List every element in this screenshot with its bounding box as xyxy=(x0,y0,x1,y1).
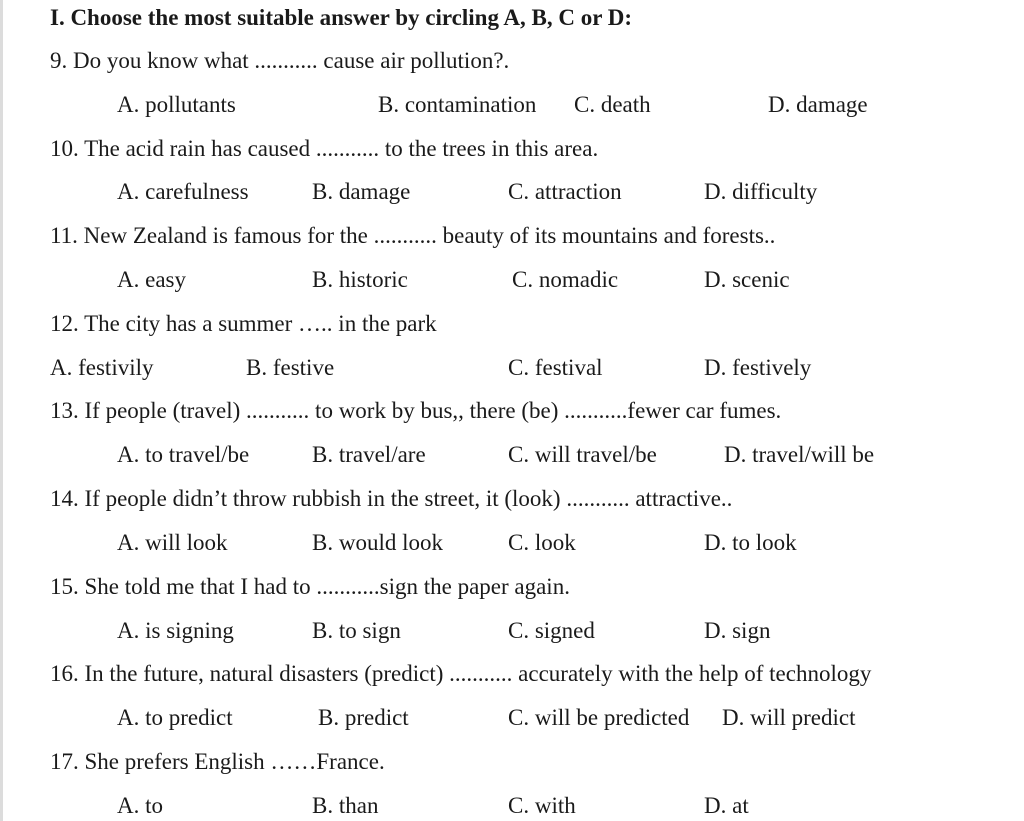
q13-option-d[interactable]: D. travel/will be xyxy=(724,442,875,467)
q15-option-d[interactable]: D. sign xyxy=(704,618,771,643)
q17-option-d[interactable]: D. at xyxy=(704,793,749,818)
q13-option-c[interactable]: C. will travel/be xyxy=(508,442,657,467)
question-9: 9. Do you know what ........... cause air pollution?. xyxy=(50,48,510,73)
question-10: 10. The acid rain has caused ........... to the trees in this area. xyxy=(50,136,599,161)
q10-option-b[interactable]: B. damage xyxy=(312,179,411,204)
question-11: 11. New Zealand is famous for the ........... beauty of its mountains and forests.. xyxy=(50,223,776,248)
q13-option-a[interactable]: A. to travel/be xyxy=(117,442,250,467)
q9-option-d[interactable]: D. damage xyxy=(768,92,868,117)
q15-option-c[interactable]: C. signed xyxy=(508,618,595,643)
question-13: 13. If people (travel) ........... to work by bus,, there (be) ...........fewer car fumes. xyxy=(50,398,782,423)
q11-option-a[interactable]: A. easy xyxy=(117,267,186,292)
q16-option-b[interactable]: B. predict xyxy=(318,705,409,730)
q14-option-d[interactable]: D. to look xyxy=(704,530,797,555)
q11-option-b[interactable]: B. historic xyxy=(312,267,408,292)
question-12: 12. The city has a summer ….. in the park xyxy=(50,311,437,336)
q13-option-b[interactable]: B. travel/are xyxy=(312,442,426,467)
q9-option-a[interactable]: A. pollutants xyxy=(117,92,236,117)
q10-option-a[interactable]: A. carefulness xyxy=(117,179,249,204)
question-16: 16. In the future, natural disasters (predict) ........... accurately with the help of technology xyxy=(50,661,872,686)
question-14: 14. If people didn’t throw rubbish in the street, it (look) ........... attractive.. xyxy=(50,486,733,511)
q10-option-c[interactable]: C. attraction xyxy=(508,179,622,204)
q15-option-a[interactable]: A. is signing xyxy=(117,618,234,643)
q17-option-a[interactable]: A. to xyxy=(117,793,163,818)
q9-option-c[interactable]: C. death xyxy=(574,92,651,117)
question-15: 15. She told me that I had to ...........sign the paper again. xyxy=(50,574,570,599)
q16-option-c[interactable]: C. will be predicted xyxy=(508,705,690,730)
page-edge xyxy=(0,0,3,821)
q15-option-b[interactable]: B. to sign xyxy=(312,618,401,643)
q11-option-d[interactable]: D. scenic xyxy=(704,267,790,292)
q12-option-c[interactable]: C. festival xyxy=(508,355,603,380)
q17-option-c[interactable]: C. with xyxy=(508,793,576,818)
q14-option-a[interactable]: A. will look xyxy=(117,530,228,555)
question-17: 17. She prefers English ……France. xyxy=(50,749,385,774)
q11-option-c[interactable]: C. nomadic xyxy=(512,267,619,292)
q9-option-b[interactable]: B. contamination xyxy=(378,92,537,117)
section-heading: I. Choose the most suitable answer by circling A, B, C or D: xyxy=(50,5,633,30)
q12-option-b[interactable]: B. festive xyxy=(246,355,335,380)
q16-option-d[interactable]: D. will predict xyxy=(722,705,856,730)
q10-option-d[interactable]: D. difficulty xyxy=(704,179,818,204)
q16-option-a[interactable]: A. to predict xyxy=(117,705,233,730)
q17-option-b[interactable]: B. than xyxy=(312,793,379,818)
q14-option-c[interactable]: C. look xyxy=(508,530,576,555)
q12-option-d[interactable]: D. festively xyxy=(704,355,812,380)
q12-option-a[interactable]: A. festivily xyxy=(50,355,154,380)
q14-option-b[interactable]: B. would look xyxy=(312,530,443,555)
